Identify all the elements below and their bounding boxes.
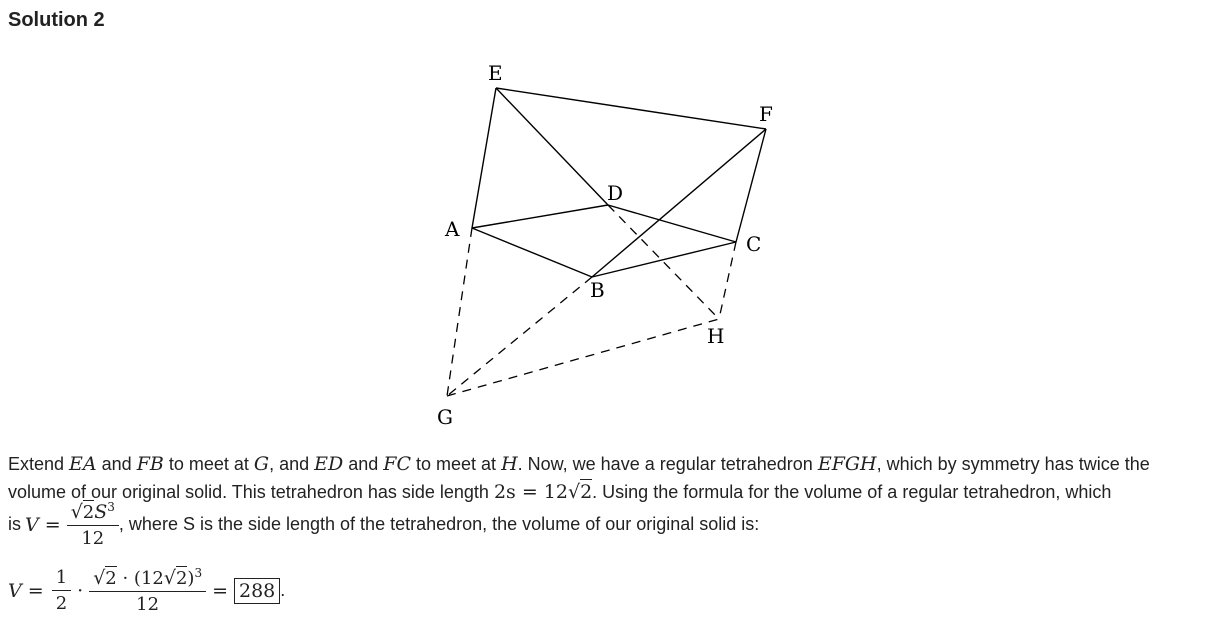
edge-EA <box>472 88 496 228</box>
math-EFGH: EFGH <box>817 453 877 475</box>
calculation-line: V = $\frac{1}{2}$ · $\frac{√2 \cdot (12√2)^3}{12}$ = 288 . <box>8 566 286 615</box>
label-C: C <box>746 232 762 256</box>
math-V-eq: V = <box>25 513 61 536</box>
dashed-DH <box>608 205 719 319</box>
edge-ED <box>496 88 608 205</box>
formula-line: is V = $\frac{√2S^3}{12}$ , where S is the side length of the tetrahedron, the volume of our original solid is: <box>8 500 760 549</box>
label-H: H <box>707 324 725 348</box>
volume-calc-fraction: $\frac{√2 \cdot (12√2)^3}{12}$ <box>89 566 206 615</box>
math-EA: EA <box>69 453 97 475</box>
dashed-BG <box>447 277 592 396</box>
math-FB: FB <box>136 453 164 475</box>
half-fraction: $\frac{1}{2}$ <box>52 567 71 614</box>
label-F: F <box>759 102 773 126</box>
label-E: E <box>488 61 503 85</box>
label-D: D <box>607 181 624 205</box>
volume-formula-fraction: $\frac{√2S^3}{12}$ <box>67 500 119 549</box>
math-side-length: 2s = 12√2 <box>493 481 593 503</box>
label-A: A <box>445 217 460 241</box>
dashed-AG <box>447 228 472 396</box>
edge-DC <box>608 205 736 242</box>
dashed-GH <box>447 319 719 396</box>
label-G: G <box>437 405 453 429</box>
math-calc-V: V = <box>8 579 44 602</box>
edge-EF <box>496 88 766 129</box>
page-title: Solution 2 <box>8 9 105 31</box>
dashed-CH <box>719 242 736 319</box>
math-FC: FC <box>383 453 412 475</box>
math-H: H <box>501 453 518 475</box>
label-B: B <box>590 278 605 302</box>
edge-AB <box>472 228 592 277</box>
math-ED: ED <box>314 453 344 475</box>
edge-AD <box>472 205 608 228</box>
solution-paragraph: Extend EA and FB to meet at G, and ED and FC to meet at H. Now, we have a regular tetrahedron EFGH, which by symmetry has twice the volume of our original solid. This tetrahedron has side length 2s = 12√2. Using the formula for the volume of a regular tetrahedron, which <box>8 453 1150 503</box>
edge-FC <box>736 129 766 242</box>
math-G: G <box>253 453 270 475</box>
answer-box: 288 <box>234 578 280 604</box>
